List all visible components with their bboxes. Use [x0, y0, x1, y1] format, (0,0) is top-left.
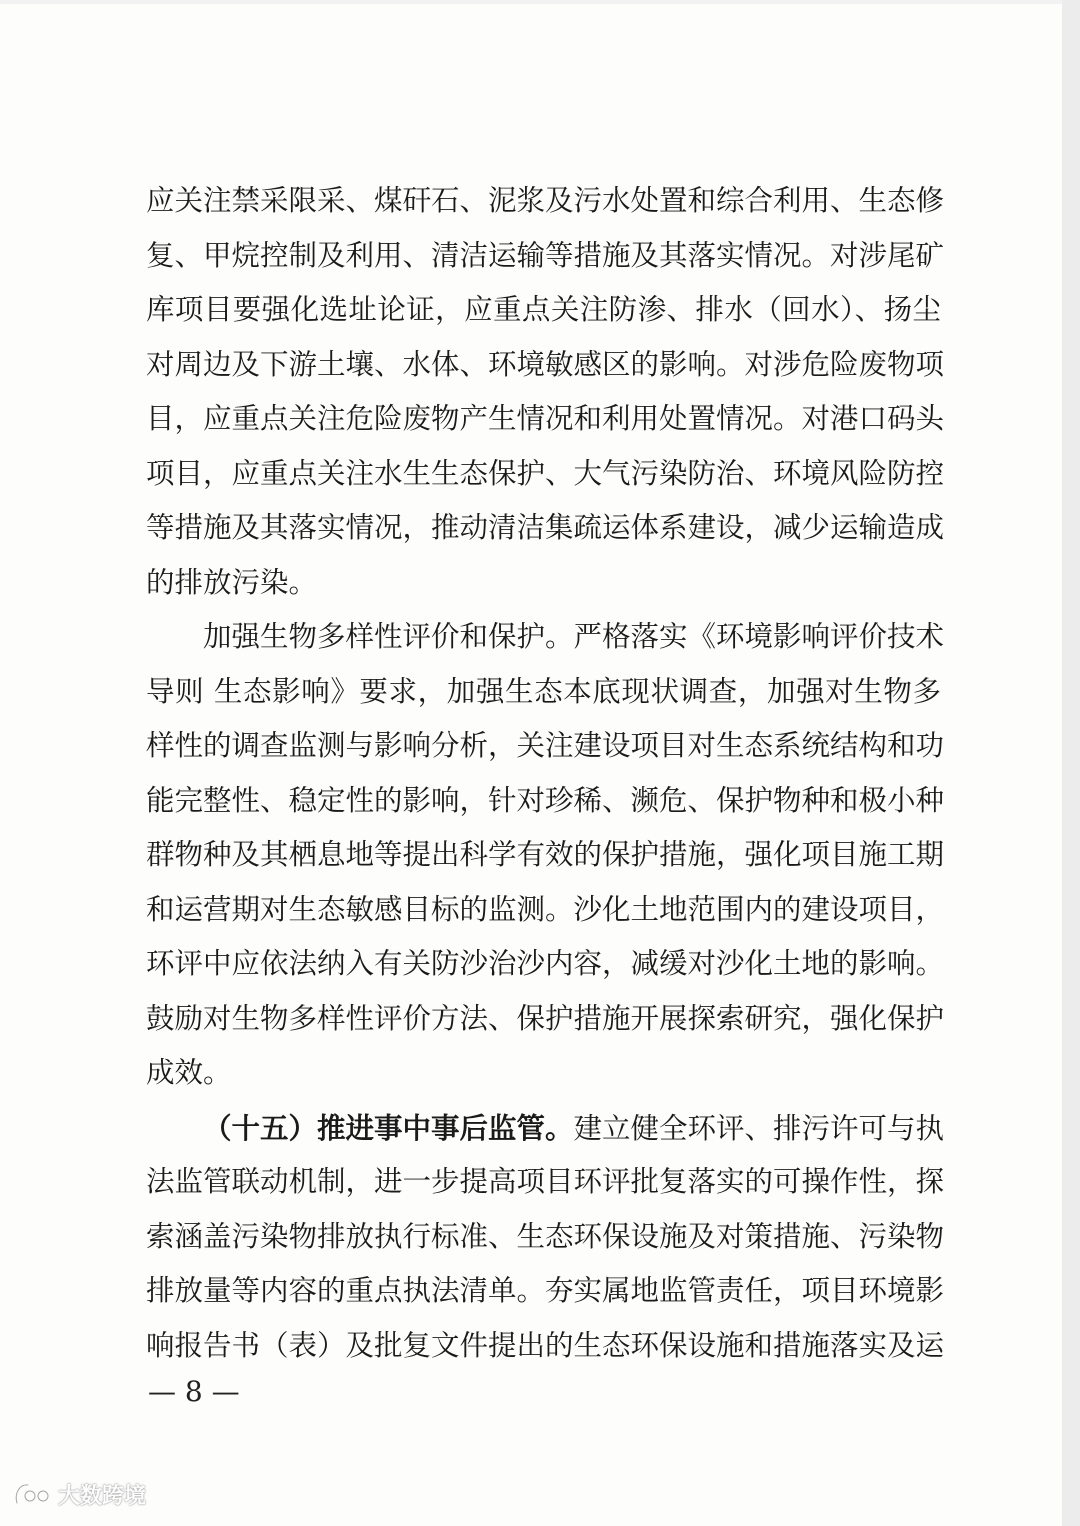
watermark [12, 1476, 146, 1512]
body-text-line: 对周边及下游土壤、水体、环境敏感区的影响。对涉危险废物项 [146, 348, 945, 381]
section-heading: （十五）推进事中事后监管。 [203, 1111, 574, 1145]
body-text-line: 法监管联动机制，进一步提高项目环评批复落实的可操作性，探 [146, 1165, 945, 1198]
page-number: — 8 — [148, 1375, 240, 1408]
body-text-line: 目，应重点关注危险废物产生情况和利用处置情况。对港口码头 [146, 402, 945, 435]
brand-logo-icon [12, 1479, 54, 1509]
body-text-line: 和运营期对生态敏感目标的监测。沙化土地范围内的建设项目， [146, 893, 945, 926]
body-text-line: 的排放污染。 [146, 566, 318, 599]
page-top-edge [0, 0, 1062, 4]
body-text-line: 响报告书（表）及批复文件提出的生态环保设施和措施落实及运 [146, 1329, 945, 1362]
body-text-line: 库项目要强化选址论证，应重点关注防渗、排水（回水）、扬尘 [146, 293, 941, 326]
section-first-line [203, 1108, 945, 1148]
body-text-line: 成效。 [146, 1056, 232, 1089]
body-text-line: 样性的调查监测与影响分析，关注建设项目对生态系统结构和功 [146, 729, 945, 762]
body-text-line: 群物种及其栖息地等提出科学有效的保护措施，强化项目施工期 [146, 838, 945, 871]
watermark-text: 大数跨境 [58, 1483, 147, 1509]
paragraph-first-line: 加强生物多样性评价和保护。严格落实《环境影响评价技术 [203, 620, 945, 653]
body-text-line: 复、甲烷控制及利用、清洁运输等措施及其落实情况。对涉尾矿 [146, 239, 945, 272]
body-text-line: 环评中应依法纳入有关防沙治沙内容，减缓对沙化土地的影响。 [146, 947, 945, 980]
body-text-line: 能完整性、稳定性的影响，针对珍稀、濒危、保护物种和极小种 [146, 784, 945, 817]
body-text-line: 排放量等内容的重点执法清单。夯实属地监管责任，项目环境影 [146, 1274, 945, 1307]
body-text-line: 项目，应重点关注水生生态保护、大气污染防治、环境风险防控 [146, 457, 945, 490]
page-right-edge [1062, 0, 1080, 1526]
section-text: 建立健全环评、排污许可与执 [573, 1112, 945, 1145]
body-text-line: 应关注禁采限采、煤矸石、泥浆及污水处置和综合利用、生态修 [146, 184, 945, 217]
body-text-line: 导则 生态影响》要求，加强生态本底现状调查，加强对生物多 [146, 675, 941, 708]
body-text-line: 等措施及其落实情况，推动清洁集疏运体系建设，减少运输造成 [146, 511, 945, 544]
body-text-line: 索涵盖污染物排放执行标准、生态环保设施及对策措施、污染物 [146, 1220, 945, 1253]
body-text-line: 鼓励对生物多样性评价方法、保护措施开展探索研究，强化保护 [146, 1002, 945, 1035]
